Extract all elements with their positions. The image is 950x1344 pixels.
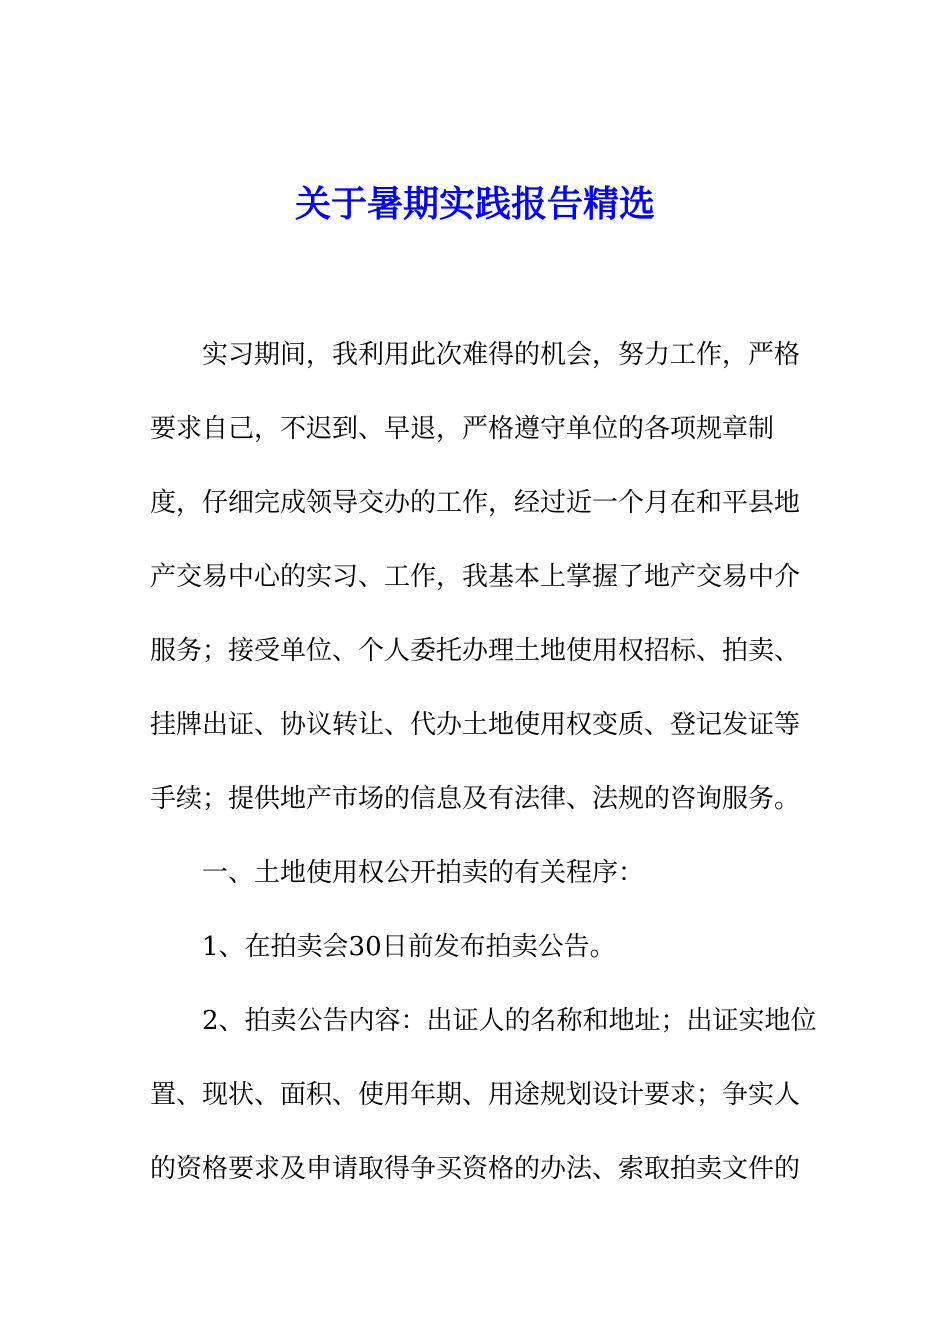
paragraph-line: 手续；提供地产市场的信息及有法律、法规的咨询服务。 bbox=[150, 784, 801, 814]
paragraph-line: 置、现状、面积、使用年期、用途规划设计要求；争实人 bbox=[150, 1080, 801, 1110]
paragraph-line: 的资格要求及申请取得争买资格的办法、索取拍卖文件的 bbox=[150, 1154, 801, 1184]
paragraph-line: 实习期间，我利用此次难得的机会，努力工作，严格 bbox=[202, 340, 801, 370]
paragraph-line: 服务；接受单位、个人委托办理土地使用权招标、拍卖、 bbox=[150, 636, 801, 666]
list-item: 2、拍卖公告内容：出证人的名称和地址；出证实地位 bbox=[202, 1006, 817, 1036]
paragraph-line: 挂牌出证、协议转让、代办土地使用权变质、登记发证等 bbox=[150, 710, 801, 740]
document-body bbox=[150, 318, 817, 1206]
list-item: 1、在拍卖会30日前发布拍卖公告。 bbox=[202, 932, 616, 962]
document-title: 关于暑期实践报告精选 bbox=[294, 183, 655, 225]
paragraph-line: 度，仔细完成领导交办的工作，经过近一个月在和平县地 bbox=[150, 488, 801, 518]
paragraph-line: 产交易中心的实习、工作，我基本上掌握了地产交易中介 bbox=[150, 562, 801, 592]
section-heading: 一、土地使用权公开拍卖的有关程序： bbox=[202, 858, 645, 888]
paragraph-line: 要求自己，不迟到、早退，严格遵守单位的各项规章制 bbox=[150, 414, 775, 444]
